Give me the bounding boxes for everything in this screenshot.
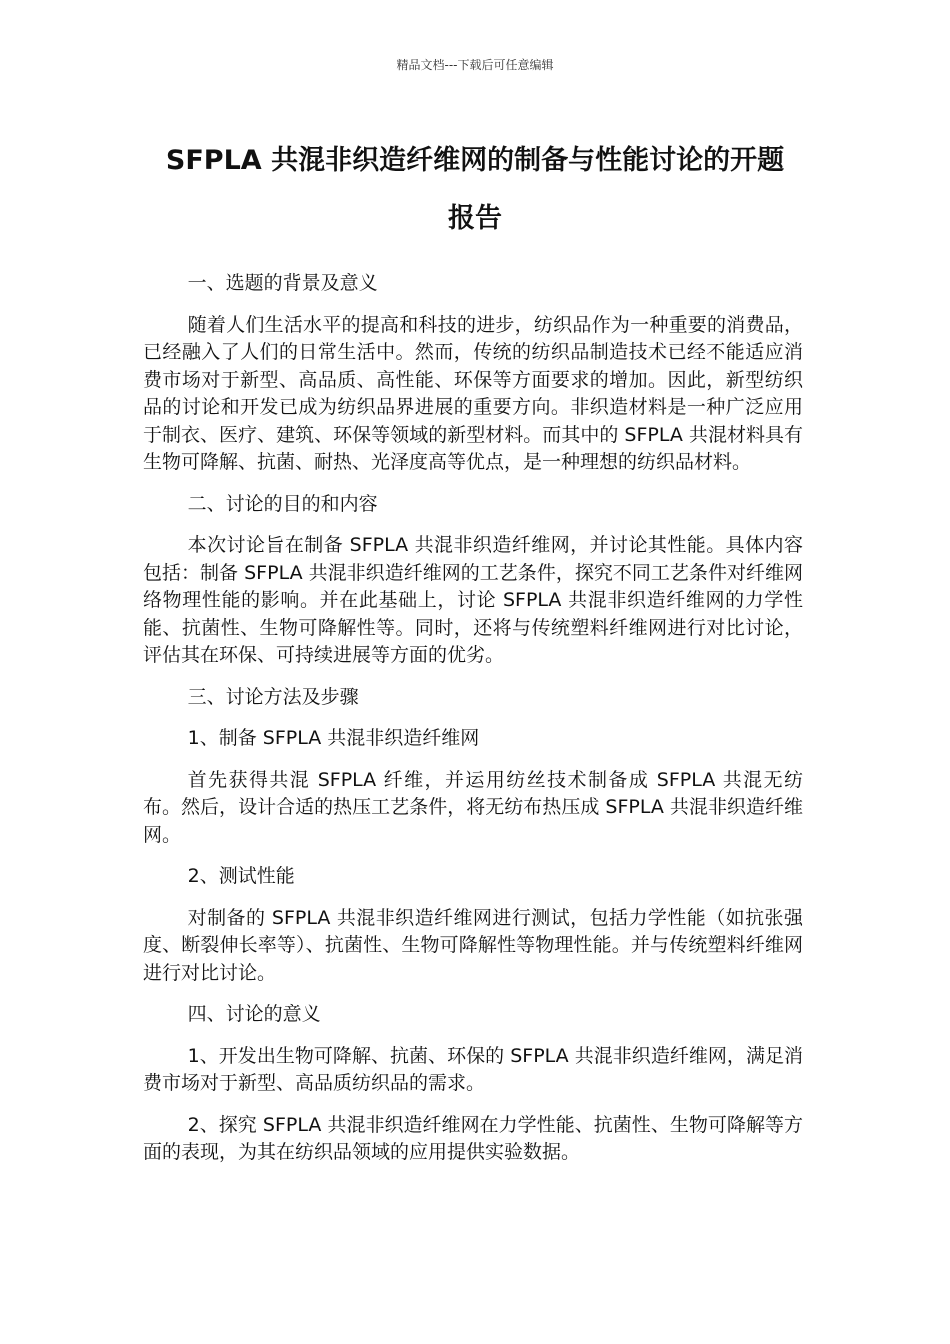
section-4-paragraph-2: 2、探究 SFPLA 共混非织造纤维网在力学性能、抗菌性、生物可降解等方面的表现，为其在纺织品领域的应用提供实验数据。 — [143, 1113, 803, 1163]
section-4-paragraph-1: 1、开发出生物可降解、抗菌、环保的 SFPLA 共混非织造纤维网，满足消费市场对于新型、高品质纺织品的需求。 — [143, 1044, 803, 1094]
document-title — [140, 132, 810, 248]
section-3-subheading-2: 2、测试性能 — [187, 865, 295, 887]
section-3-paragraph-2: 对制备的 SFPLA 共混非织造纤维网进行测试，包括力学性能（如抗张强度、断裂伸长率等）、抗菌性、生物可降解性等物理性能。并与传统塑料纤维网进行对比讨论。 — [143, 906, 803, 984]
section-4-heading: 四、讨论的意义 — [187, 1003, 321, 1025]
section-3-heading: 三、讨论方法及步骤 — [187, 685, 359, 708]
section-2-paragraph: 本次讨论旨在制备 SFPLA 共混非织造纤维网，并讨论其性能。具体内容包括：制备 SFPLA 共混非织造纤维网的工艺条件，探究不同工艺条件对纤维网络物理性能的影响。并在此基础上，讨论 SFPLA 共混非织造纤维网的力学性能、抗菌性、生物可降解性等。同时，还将与传统塑料纤维网进行对比讨论，评估其在环保、可持续进展等方面的优劣。 — [143, 534, 803, 666]
section-1-heading: 一、选题的背景及意义 — [187, 272, 378, 294]
header-note: 精品文档---下载后可任意编辑 — [396, 58, 554, 72]
section-2-heading: 二、讨论的目的和内容 — [187, 492, 378, 515]
section-3-subheading-1: 1、制备 SFPLA 共混非织造纤维网 — [187, 727, 480, 749]
document-body — [143, 270, 803, 1181]
title-line-2: 报告 — [448, 203, 502, 234]
section-1-paragraph: 随着人们生活水平的提高和科技的进步，纺织品作为一种重要的消费品，已经融入了人们的日常生活中。然而，传统的纺织品制造技术已经不能适应消费市场对于新型、高品质、高性能、环保等方面要求的增加。因此，新型纺织品的讨论和开发已成为纺织品界进展的重要方向。非织造材料是一种广泛应用于制衣、医疗、建筑、环保等领域的新型材料。而其中的 SFPLA 共混材料具有生物可降解、抗菌、耐热、光泽度高等优点，是一种理想的纺织品材料。 — [143, 313, 803, 473]
title-line-1: SFPLA 共混非织造纤维网的制备与性能讨论的开题 — [165, 145, 785, 176]
section-3-paragraph-1: 首先获得共混 SFPLA 纤维，并运用纺丝技术制备成 SFPLA 共混无纺布。然后，设计合适的热压工艺条件，将无纺布热压成 SFPLA 共混非织造纤维网。 — [143, 768, 803, 846]
